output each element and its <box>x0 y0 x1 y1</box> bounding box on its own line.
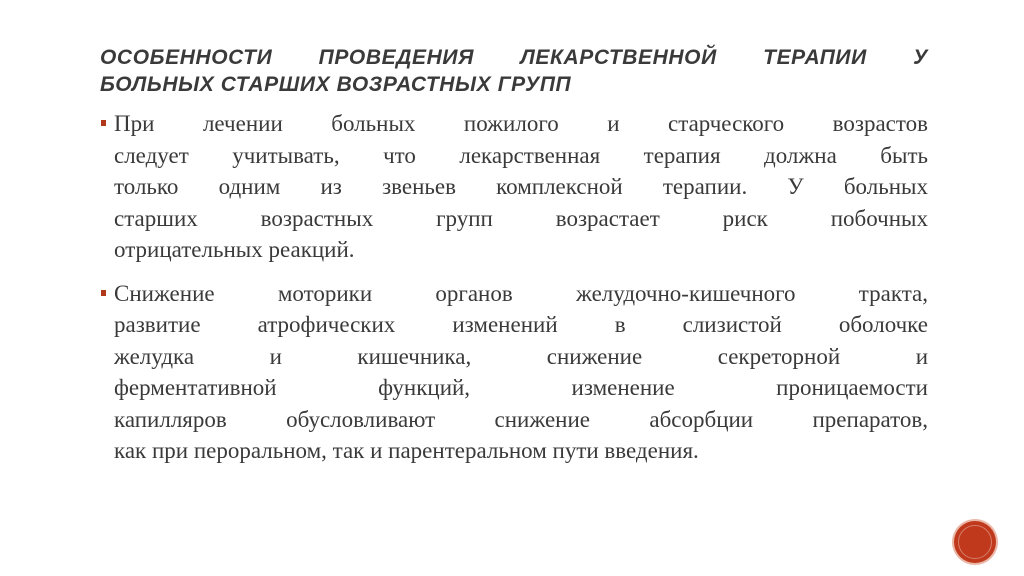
slide-title-line: БОЛЬНЫХ СТАРШИХ ВОЗРАСТНЫХ ГРУПП <box>100 73 572 96</box>
bullet-line: развитие атрофических изменений в слизистой оболочке <box>114 312 928 337</box>
bullet-line: капилляров обусловливают снижение абсорбции препаратов, <box>114 406 928 432</box>
slide-title <box>100 44 928 98</box>
bullet-line: желудка и кишечника, снижение секреторной и <box>114 343 928 369</box>
bullet-line: только одним из звеньев комплексной терапии. У больных <box>114 174 928 199</box>
bullet-line: старших возрастных групп возрастает риск побочных <box>114 205 928 231</box>
bullet-line: Снижение моторики органов желудочно-кишечного тракта, <box>114 280 928 306</box>
bullet-list <box>100 108 928 479</box>
page-number-badge-icon <box>954 521 996 563</box>
square-bullet-icon <box>101 120 106 126</box>
bullet-text <box>114 108 928 266</box>
bullet-line: ферментативной функций, изменение проницаемости <box>114 375 928 400</box>
bullet-item <box>100 108 928 266</box>
bullet-text <box>114 278 928 467</box>
bullet-line: как при пероральном, так и парентеральном пути введения. <box>114 438 699 463</box>
bullet-line: отрицательных реакций. <box>114 237 355 262</box>
bullet-line: следует учитывать, что лекарственная терапия должна быть <box>114 142 928 168</box>
slide-title-line: ОСОБЕННОСТИ ПРОВЕДЕНИЯ ЛЕКАРСТВЕННОЙ ТЕРАПИИ У <box>100 46 928 69</box>
bullet-line: При лечении больных пожилого и старческого возрастов <box>114 111 928 136</box>
bullet-item <box>100 278 928 467</box>
square-bullet-icon <box>101 290 106 296</box>
